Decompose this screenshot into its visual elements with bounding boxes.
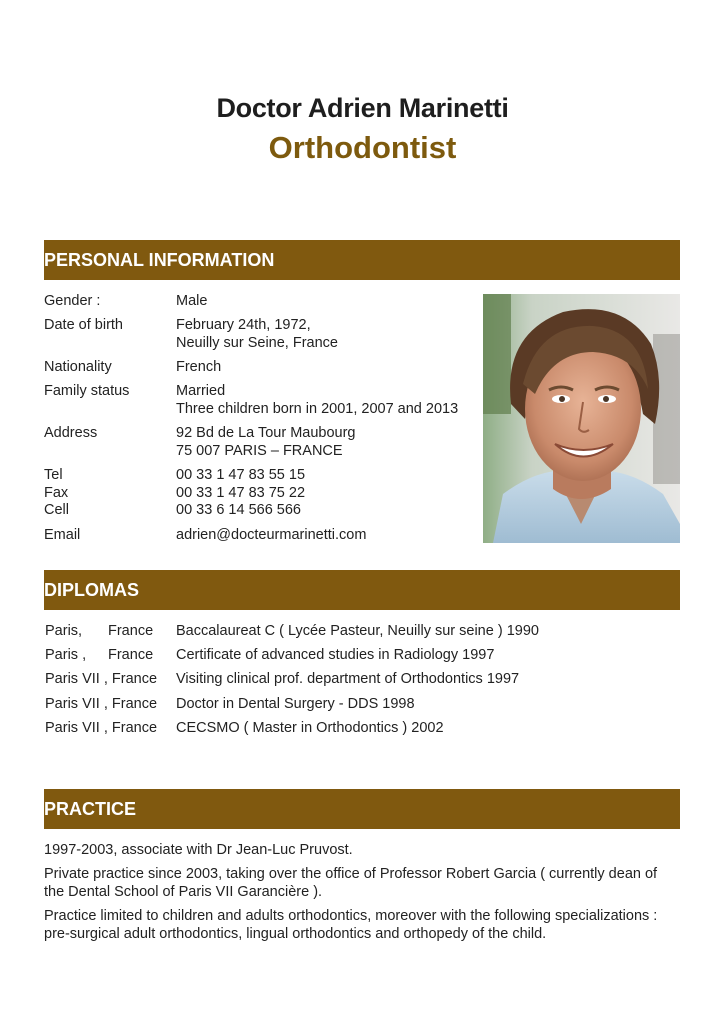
diploma-title: Baccalaureat C ( Lycée Pasteur, Neuilly sur seine ) 1990 — [176, 623, 539, 639]
address-line1: 92 Bd de La Tour Maubourg — [176, 425, 356, 441]
nationality-value: French — [176, 359, 222, 375]
profession-title: Orthodontist — [268, 130, 457, 165]
dob-value-line1: February 24th, 1972, — [176, 317, 311, 333]
tel-label: Tel — [44, 467, 63, 483]
cell-label: Cell — [44, 502, 69, 518]
email-value: adrien@docteurmarinetti.com — [176, 527, 367, 543]
diploma-country: France — [108, 647, 154, 663]
practice-paragraph-1: 1997-2003, associate with Dr Jean-Luc Pruvost. — [44, 842, 353, 858]
section-title: PRACTICE — [44, 799, 137, 819]
section-title: PERSONAL INFORMATION — [44, 250, 275, 270]
family-status-label: Family status — [44, 383, 130, 399]
diplomas-header — [44, 570, 680, 610]
diploma-country: France — [108, 623, 154, 639]
section-title: DIPLOMAS — [44, 580, 140, 600]
diploma-title: CECSMO ( Master in Orthodontics ) 2002 — [176, 720, 444, 736]
nationality-label: Nationality — [44, 359, 112, 375]
address-line2: 75 007 PARIS – FRANCE — [176, 443, 343, 459]
address-label: Address — [44, 425, 98, 441]
tel-value: 00 33 1 47 83 55 15 — [176, 467, 306, 483]
diploma-title: Doctor in Dental Surgery - DDS 1998 — [176, 696, 415, 712]
practice-paragraph-3: Practice limited to children and adults orthodontics, moreover with the following specializations : pre-surgical adult orthodontics, lingual orthodontics and orthopedy of the child. — [44, 908, 658, 942]
cell-value: 00 33 6 14 566 566 — [176, 502, 301, 518]
dob-value-line2: Neuilly sur Seine, France — [176, 335, 338, 351]
family-status-line1: Married — [176, 383, 226, 399]
diploma-title: Certificate of advanced studies in Radiology 1997 — [176, 647, 495, 663]
gender-value: Male — [176, 293, 208, 309]
diploma-location: Paris , — [45, 647, 87, 663]
portrait-photo — [483, 294, 680, 543]
dob-label: Date of birth — [44, 317, 123, 333]
diploma-location: Paris VII , France — [45, 696, 158, 712]
fax-value: 00 33 1 47 83 75 22 — [176, 485, 306, 501]
personal-information-header — [44, 240, 680, 280]
email-label: Email — [44, 527, 81, 543]
practice-header — [44, 789, 680, 829]
diploma-title: Visiting clinical prof. department of Orthodontics 1997 — [176, 671, 520, 687]
fax-label: Fax — [44, 485, 69, 501]
gender-label: Gender : — [44, 293, 101, 309]
practice-paragraph-2: Private practice since 2003, taking over the office of Professor Robert Garcia ( currently dean of the Dental School of Paris VII Garancière ). — [44, 866, 658, 900]
family-status-line2: Three children born in 2001, 2007 and 2013 — [176, 401, 459, 417]
diploma-location: Paris VII , France — [45, 720, 158, 736]
diploma-location: Paris, — [45, 623, 83, 639]
doctor-name: Doctor Adrien Marinetti — [216, 93, 509, 123]
diploma-location: Paris VII , France — [45, 671, 158, 687]
